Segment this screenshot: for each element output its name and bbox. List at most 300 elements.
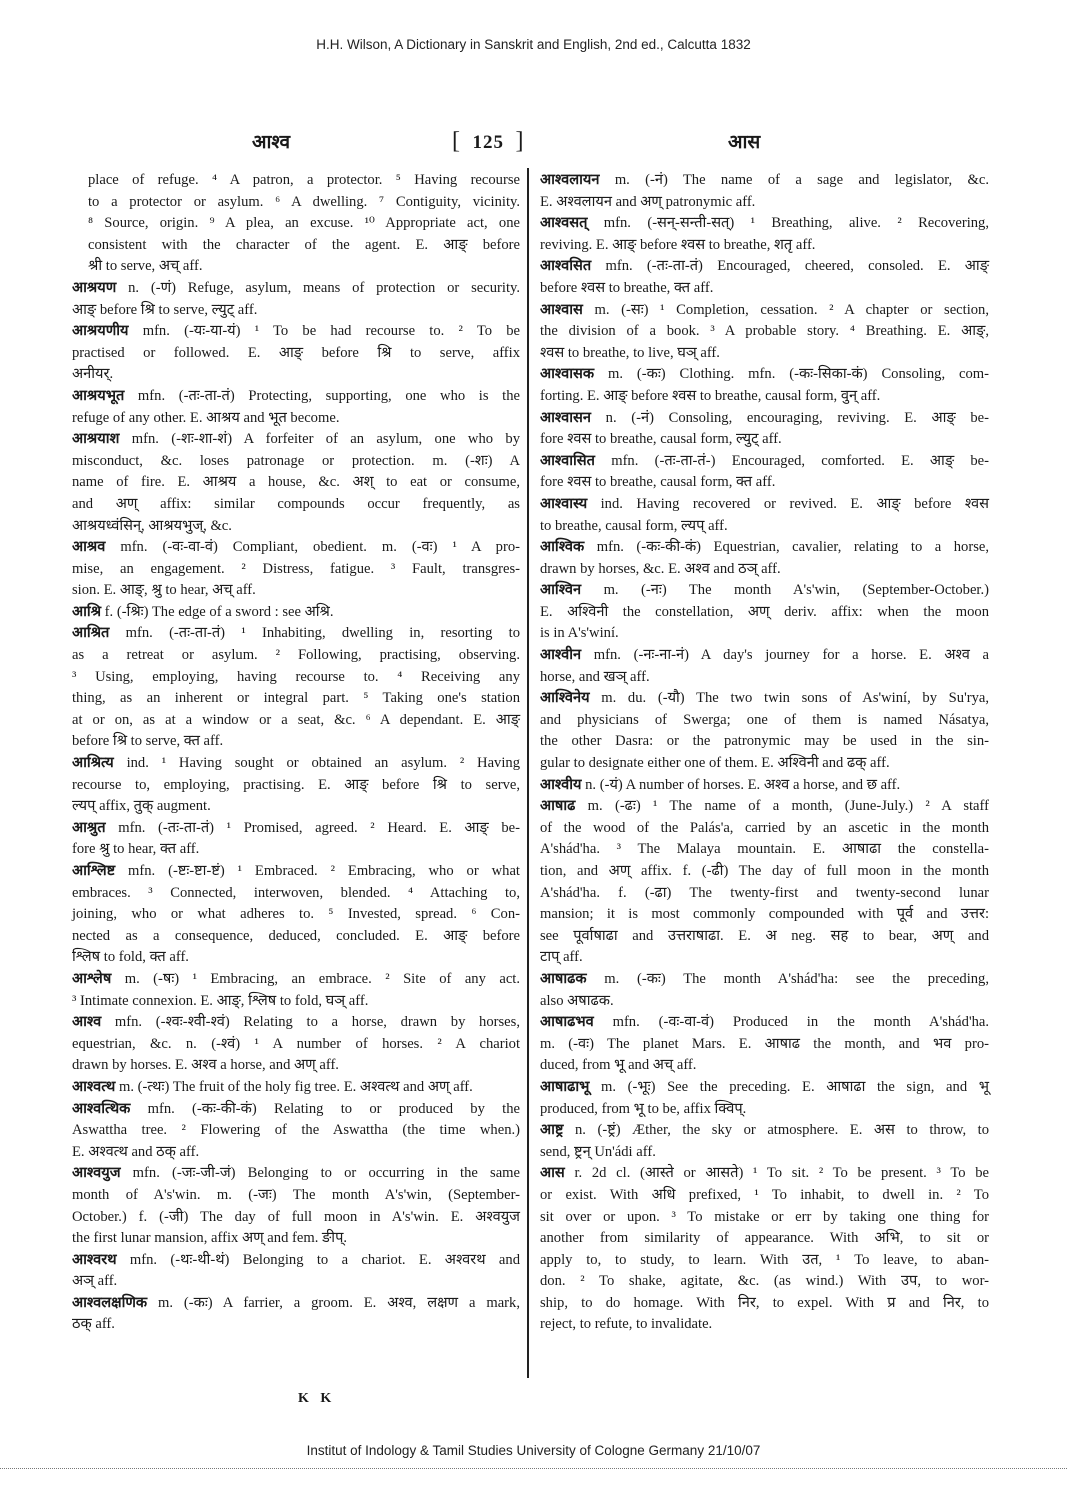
entry-line bbox=[72, 1142, 520, 1164]
entry-text: the first lunar mansion, affix अण् and fem. ङीप्. bbox=[72, 1230, 348, 1247]
entry-text: reviving. E. आङ् before श्वस to breathe, शतृ aff. bbox=[540, 236, 816, 253]
entry-first-line bbox=[72, 602, 520, 624]
entry-line bbox=[72, 1120, 520, 1142]
headword: आश्रयभूत bbox=[72, 387, 125, 404]
signature-mark: K K bbox=[298, 1391, 336, 1406]
entry-line bbox=[540, 343, 989, 365]
entry-text: ल्यप् affix, तुक् augment. bbox=[72, 798, 211, 815]
entry-text: name of fire. E. आश्रय a house, &c. अश् to eat or consume, bbox=[72, 474, 520, 491]
entry-text: forting. E. आङ् before श्वस to breathe, causal form, वुन् aff. bbox=[540, 387, 881, 404]
entry-text: टाप् aff. bbox=[540, 949, 583, 966]
entry-text: ship, to do homage. With निर, to expel. With प्र and निर, to bbox=[540, 1294, 989, 1311]
entry-line bbox=[540, 559, 989, 581]
entry-line bbox=[72, 1314, 520, 1336]
entry-text: the other Dasra: or the patronymic may be used in the sin- bbox=[540, 733, 989, 750]
headword: आश्वत्थ bbox=[72, 1078, 116, 1095]
entry-line bbox=[540, 818, 989, 840]
dictionary-entry bbox=[540, 300, 989, 365]
entry-first-line bbox=[72, 969, 520, 991]
column-divider bbox=[527, 168, 529, 1378]
headword: आष्ट्र bbox=[540, 1122, 564, 1139]
dictionary-entry bbox=[540, 796, 989, 969]
entry-text: horse, and खञ् aff. bbox=[540, 668, 650, 685]
entry-line bbox=[72, 796, 520, 818]
entry-first-line bbox=[540, 451, 989, 473]
entry-line bbox=[540, 839, 989, 861]
entry-text: as a retreat or asylum. ² Following, practising, observing. bbox=[72, 647, 520, 664]
entry-first-line bbox=[72, 623, 520, 645]
entry-first-line bbox=[540, 364, 989, 386]
footer-banner: Institut of Indology & Tamil Studies University of Cologne Germany 21/10/07 bbox=[306, 1443, 761, 1458]
dictionary-entry bbox=[540, 775, 989, 797]
entry-text: m. (-वः) The planet Mars. E. आषाढ the month, and भव pro- bbox=[540, 1035, 989, 1052]
dictionary-entry bbox=[540, 645, 989, 688]
entry-text: n. (-णं) Refuge, asylum, means of protection or security. bbox=[116, 279, 520, 296]
headword: आश्रयाश bbox=[72, 431, 120, 448]
entry-text: to breathe, causal form, ल्यप् aff. bbox=[540, 517, 728, 534]
headword: आषाढाभू bbox=[540, 1078, 590, 1095]
entry-first-line bbox=[72, 429, 520, 451]
entry-text: tion, and अण् affix. f. (-ढी) The day of full moon in the month bbox=[540, 863, 989, 879]
entry-line bbox=[72, 364, 520, 386]
entry-line bbox=[72, 408, 520, 430]
entry-line bbox=[72, 1034, 520, 1056]
entry-text: October.) f. (-जी) The day of full moon in A's'win. E. अश्वयुज bbox=[72, 1208, 520, 1225]
entry-line bbox=[72, 883, 520, 905]
entry-first-line bbox=[72, 753, 520, 775]
entry-line bbox=[72, 1185, 520, 1207]
entry-first-line bbox=[540, 1120, 989, 1142]
entry-first-line bbox=[540, 494, 989, 516]
headword: आश्वीन bbox=[540, 647, 582, 664]
entry-text: mfn. (-जः-जी-जं) Belonging to or occurring in the same bbox=[120, 1165, 520, 1182]
entry-line bbox=[540, 861, 989, 883]
entry-text: the division of a book. ³ A probable story. ⁴ Breathing. E. आङ्, bbox=[540, 323, 989, 340]
dictionary-entry bbox=[72, 602, 520, 624]
entry-text: mfn. (-सन्-सन्ती-सत्) ¹ Breathing, alive. ² Recovering, bbox=[587, 215, 989, 232]
dictionary-entry bbox=[540, 494, 989, 537]
entry-line bbox=[72, 580, 520, 602]
entry-text: mfn. (-तः-ता-तं) ¹ Promised, agreed. ² Heard. E. आङ् be- bbox=[105, 819, 520, 836]
entry-text: m. (-भूः) See the preceding. E. आषाढा the sign, and भू bbox=[589, 1078, 989, 1095]
entry-first-line bbox=[72, 537, 520, 559]
entry-first-line bbox=[540, 775, 989, 797]
entry-text: another from similarity of appearance. With अभि, to sit or bbox=[540, 1230, 989, 1247]
entry-text: mfn. (-श्वः-श्वी-श्वं) Relating to a horse, drawn by horses, bbox=[101, 1014, 520, 1031]
footer-rule bbox=[0, 1468, 1067, 1469]
entry-line bbox=[540, 991, 989, 1013]
entry-text: equestrian, &c. n. (-श्वं) ¹ A number of horses. ² A chariot bbox=[72, 1035, 520, 1052]
entry-text: thing, as an inherent or integral part. ⁵ Taking one's station bbox=[72, 690, 520, 707]
entry-text: mfn. (-नः-ना-नं) A day's journey for a horse. E. अश्व a bbox=[581, 647, 989, 664]
headword: आश्विक bbox=[540, 539, 585, 556]
dictionary-entry bbox=[540, 170, 989, 213]
entry-text: mfn. (-कः-की-कं) Relating to or produced by the bbox=[130, 1100, 520, 1117]
dictionary-entry bbox=[72, 537, 520, 602]
headword: आषाढ bbox=[540, 798, 576, 815]
entry-line bbox=[72, 775, 520, 797]
entry-text: ind. Having recovered or revived. E. आङ् before श्वस bbox=[587, 495, 989, 512]
dictionary-entry bbox=[72, 1099, 520, 1164]
dictionary-entry bbox=[72, 1293, 520, 1336]
entry-first-line bbox=[72, 386, 520, 408]
entry-text: nected as a consequence, deduced, concluded. E. आङ् before bbox=[72, 927, 520, 944]
entry-text: m. (-कः) A farrier, a groom. E. अश्व, लक्षण a mark, bbox=[147, 1294, 520, 1311]
entry-line bbox=[540, 386, 989, 408]
entry-text: mansion; it is most commonly compounded with पूर्व and उत्तर: bbox=[540, 906, 989, 923]
dictionary-entry bbox=[540, 1077, 989, 1120]
entry-line bbox=[72, 559, 520, 581]
entry-text: sion. E. आङ्, श्रु to hear, अच् aff. bbox=[72, 582, 256, 599]
entry-text: drawn by horses. E. अश्व a horse, and अण् aff. bbox=[72, 1057, 339, 1074]
entry-text: A'shád'ha. f. (-ढा) The twenty-first and twenty-second lunar bbox=[540, 884, 989, 901]
headword: आश्वसत् bbox=[540, 215, 588, 232]
headword: आश्रयण bbox=[72, 279, 117, 296]
headword: आश्वयुज bbox=[72, 1165, 121, 1182]
entry-text: embraces. ³ Connected, interwoven, blended. ⁴ Attaching to, bbox=[72, 884, 520, 901]
entry-text: n. (-नं) Consoling, encouraging, reviving. E. आङ् be- bbox=[590, 409, 989, 426]
dictionary-entry bbox=[72, 1250, 520, 1293]
entry-text: mise, an engagement. ² Distress, fatigue. ³ Fault, transgres- bbox=[72, 560, 520, 577]
entry-first-line bbox=[540, 796, 989, 818]
dictionary-entry bbox=[72, 861, 520, 969]
headword: आश्वसित bbox=[540, 258, 592, 275]
entry-line bbox=[540, 710, 989, 732]
headword: आश्वासन bbox=[540, 409, 591, 426]
entry-text: and अण् affix: similar compounds occur frequently, as bbox=[72, 495, 520, 512]
entry-line bbox=[88, 213, 520, 235]
entry-line bbox=[540, 1207, 989, 1229]
entry-line bbox=[540, 516, 989, 538]
entry-line bbox=[72, 667, 520, 689]
entry-text: A'shád'ha. ³ The Malaya mountain. E. आषाढा the constella- bbox=[540, 841, 989, 858]
headword: आश्व bbox=[72, 1014, 102, 1031]
dictionary-entry bbox=[72, 386, 520, 429]
headword: आषाढक bbox=[540, 970, 587, 987]
dictionary-entry bbox=[540, 688, 989, 774]
entry-first-line bbox=[540, 256, 989, 278]
entry-text: place of refuge. ⁴ A patron, a protector. ⁵ Having recourse bbox=[88, 172, 520, 188]
entry-first-line bbox=[72, 321, 520, 343]
dictionary-entry bbox=[540, 213, 989, 256]
source-banner: H.H. Wilson, A Dictionary in Sanskrit and English, 2nd ed., Calcutta 1832 bbox=[316, 37, 751, 52]
entry-text: ind. ¹ Having sought or obtained an asylum. ² Having bbox=[113, 755, 520, 772]
entry-line bbox=[88, 256, 520, 278]
dictionary-entry bbox=[540, 537, 989, 580]
headword: आषाढभव bbox=[540, 1014, 594, 1031]
entry-text: श्वस to breathe, to live, घञ् aff. bbox=[540, 344, 720, 361]
entry-text: duced, from भू and अच् aff. bbox=[540, 1057, 697, 1074]
entry-line bbox=[540, 1034, 989, 1056]
entry-text: m. (-त्थः) The fruit of the holy fig tree. E. अश्वत्थ and अण् aff. bbox=[115, 1078, 473, 1095]
entry-text: m. (-कः) The month A'shád'ha: see the preceding, bbox=[586, 970, 989, 987]
entry-first-line bbox=[72, 1293, 520, 1315]
entry-line bbox=[540, 1142, 989, 1164]
entry-text: m. (-ढः) ¹ The name of a month, (June-July.) ² A staff bbox=[575, 798, 989, 815]
entry-text: ⁸ Source, origin. ⁹ A plea, an excuse. ¹⁰ Appropriate act, one bbox=[88, 215, 520, 232]
entry-line bbox=[72, 839, 520, 861]
entry-text: month of A's'win. m. (-जः) The month A's'win, (September- bbox=[72, 1186, 520, 1203]
dictionary-entry bbox=[72, 1077, 520, 1099]
entry-line bbox=[540, 883, 989, 905]
entry-line bbox=[72, 1271, 520, 1293]
entry-text: ³ Using, employing, having recourse to. ⁴ Receiving any bbox=[72, 668, 520, 685]
entry-text: mfn. (-तः-ता-तं) Protecting, supporting, one who is the bbox=[124, 387, 520, 404]
dictionary-entry bbox=[540, 451, 989, 494]
entry-text: don. ² To shake, agitate, &c. (as wind.) With उप, to wor- bbox=[540, 1273, 989, 1290]
entry-text: joining, who or what adheres to. ⁵ Invested, spread. ⁶ Con- bbox=[72, 906, 520, 923]
entry-text: refuge of any other. E. आश्रय and भूत become. bbox=[72, 409, 340, 426]
page-number-value: 125 bbox=[472, 132, 504, 153]
entry-text: mfn. (-वः-वा-वं) Produced in the month A'shád'ha. bbox=[593, 1014, 989, 1031]
entry-first-line bbox=[72, 1077, 520, 1099]
entry-first-line bbox=[72, 1163, 520, 1185]
entry-first-line bbox=[540, 1163, 989, 1185]
headword: आश्वासक bbox=[540, 366, 595, 383]
headword: आश्वास्य bbox=[540, 495, 588, 512]
headword: आश्रव bbox=[72, 539, 106, 556]
headword: आश्वलक्षणिक bbox=[72, 1294, 148, 1311]
entry-line bbox=[72, 1055, 520, 1077]
headword: आश्रयणीय bbox=[72, 323, 129, 340]
entry-text: m. (-सः) ¹ Completion, cessation. ² A chapter or section, bbox=[582, 301, 989, 318]
headword: आश्लिष्ट bbox=[72, 863, 116, 879]
entry-line bbox=[540, 731, 989, 753]
entry-text: to a protector or asylum. ⁶ A dwelling. ⁷ Contiguity, vicinity. bbox=[88, 193, 520, 210]
entry-first-line bbox=[540, 1077, 989, 1099]
entry-first-line bbox=[72, 278, 520, 300]
entry-line bbox=[72, 904, 520, 926]
headword: आश्वरथ bbox=[72, 1251, 117, 1268]
entry-text: produced, from भू to be, affix क्विप्. bbox=[540, 1100, 747, 1117]
entry-text: misconduct, &c. loses patronage or protection. m. (-शः) A bbox=[72, 452, 520, 469]
headword: आश्लेष bbox=[72, 970, 112, 987]
entry-line bbox=[540, 1099, 989, 1121]
entry-text: send, ष्ट्रन् Un'ádi aff. bbox=[540, 1143, 656, 1160]
entry-line bbox=[540, 192, 989, 214]
entry-text: m. du. (-यौ) The two twin sons of As'winí, by Su'rya, bbox=[589, 690, 989, 707]
entry-line bbox=[88, 192, 520, 214]
entry-text: mfn. (-तः-ता-तं) ¹ Inhabiting, dwelling in, resorting to bbox=[109, 625, 520, 642]
headword: आश्रि bbox=[72, 603, 102, 620]
entry-line bbox=[540, 1293, 989, 1315]
entry-first-line bbox=[540, 1012, 989, 1034]
entry-text: mfn. (-यः-या-यं) ¹ To be had recourse to. ² To be bbox=[128, 323, 520, 340]
entry-line bbox=[540, 278, 989, 300]
running-head-right: आस bbox=[728, 132, 761, 153]
entry-text: or exist. With अधि prefixed, ¹ To inhabit, to dwell in. ² To bbox=[540, 1186, 989, 1203]
entry-text: of the wood of the Palás'a, carried by an ascetic in the month bbox=[540, 819, 989, 836]
entry-line bbox=[540, 472, 989, 494]
entry-text: gular to designate either one of them. E. अश्विनी and ढक् aff. bbox=[540, 755, 890, 772]
entry-first-line bbox=[72, 1250, 520, 1272]
entry-text: mfn. (-तः-ता-तं-) Encouraged, comforted. E. आङ् be- bbox=[594, 452, 989, 469]
dictionary-entry bbox=[540, 580, 989, 645]
headword: आश्रित bbox=[72, 625, 110, 642]
entry-text: Aswattha tree. ² Flowering of the Aswattha (the time when.) bbox=[72, 1122, 520, 1139]
entry-text: श्री to serve, अच् aff. bbox=[88, 258, 203, 275]
dictionary-entry bbox=[72, 170, 520, 278]
entry-line bbox=[72, 472, 520, 494]
page-number bbox=[452, 128, 525, 155]
entry-first-line bbox=[72, 861, 520, 883]
entry-text: r. 2d cl. (आस्ते or आसते) ¹ To sit. ² To be present. ³ To be bbox=[564, 1165, 989, 1182]
entry-line bbox=[540, 926, 989, 948]
headword: आश्विनेय bbox=[540, 690, 590, 707]
entry-line bbox=[540, 1250, 989, 1272]
entry-line bbox=[540, 235, 989, 257]
entry-first-line bbox=[540, 408, 989, 430]
entry-text: drawn by horses, &c. E. अश्व and ठञ् aff. bbox=[540, 560, 781, 577]
entry-text: n. (-यं) A number of horses. E. अश्व a horse, and छ aff. bbox=[581, 776, 901, 793]
entry-text: is in A's'winí. bbox=[540, 625, 619, 642]
entry-first-line bbox=[72, 1012, 520, 1034]
entry-line bbox=[540, 1314, 989, 1336]
dictionary-entry bbox=[72, 429, 520, 537]
dictionary-entry bbox=[72, 321, 520, 386]
entry-text: n. (-ष्ट्रं) Æther, the sky or atmosphere. E. अस to throw, to bbox=[563, 1122, 989, 1139]
entry-line bbox=[72, 947, 520, 969]
entry-text: fore श्रु to hear, क्त aff. bbox=[72, 841, 200, 858]
entry-line bbox=[72, 688, 520, 710]
headword: आश्रित्य bbox=[72, 755, 114, 772]
entry-text: mfn. (-ष्टः-ष्टा-ष्टं) ¹ Embraced. ² Embracing, who or what bbox=[115, 863, 520, 879]
entry-text: practised or followed. E. आङ् before श्रि to serve, affix bbox=[72, 344, 520, 361]
left-column bbox=[72, 170, 520, 1336]
dictionary-entry bbox=[72, 278, 520, 321]
entry-first-line bbox=[540, 300, 989, 322]
entry-text: mfn. (-तः-ता-तं) Encouraged, cheered, consoled. E. आङ् bbox=[591, 258, 989, 275]
entry-text: अञ् aff. bbox=[72, 1273, 118, 1290]
entry-line bbox=[540, 623, 989, 645]
dictionary-entry bbox=[540, 1120, 989, 1163]
entry-first-line bbox=[540, 580, 989, 602]
page-bracket-close: ] bbox=[515, 128, 525, 154]
entry-line bbox=[72, 343, 520, 365]
entry-first-line bbox=[72, 1099, 520, 1121]
headword: आश्वास bbox=[540, 301, 583, 318]
dictionary-entry bbox=[540, 364, 989, 407]
entry-line bbox=[72, 710, 520, 732]
entry-line bbox=[540, 602, 989, 624]
entry-text: see पूर्वाषाढा and उत्तराषाढा. E. अ neg. सह to bear, अण् and bbox=[540, 927, 989, 944]
entry-text: mfn. (-थः-थी-थं) Belonging to a chariot. E. अश्वरथ and bbox=[116, 1251, 520, 1268]
entry-first-line bbox=[540, 969, 989, 991]
entry-line bbox=[540, 753, 989, 775]
entry-line bbox=[72, 645, 520, 667]
dictionary-entry bbox=[540, 1012, 989, 1077]
dictionary-entry bbox=[72, 818, 520, 861]
entry-first-line bbox=[540, 213, 989, 235]
entry-line bbox=[540, 904, 989, 926]
entry-text: before श्वस to breathe, क्त aff. bbox=[540, 279, 714, 296]
entry-text: m. (-नं) The name of a sage and legislator, &c. bbox=[599, 172, 989, 188]
headword: आश्वत्थिक bbox=[72, 1100, 131, 1117]
entry-text: recourse to, employing, practising. E. आङ् before श्रि to serve, bbox=[72, 776, 520, 793]
dictionary-entry bbox=[72, 1163, 520, 1249]
entry-line bbox=[72, 516, 520, 538]
dictionary-entry bbox=[72, 753, 520, 818]
entry-line bbox=[72, 300, 520, 322]
headword: आश्वासित bbox=[540, 452, 595, 469]
entry-text: f. (-श्रिः) The edge of a sword : see अश्रि. bbox=[101, 603, 334, 620]
entry-text: fore श्वस to breathe, causal form, ल्युट् aff. bbox=[540, 431, 782, 448]
headword: आश्विन bbox=[540, 582, 582, 599]
entry-text: at or on, as at a window or a seat, &c. ⁶ A dependant. E. आङ् bbox=[72, 711, 520, 728]
entry-text: sit over or upon. ³ To mistake or err by taking one thing for bbox=[540, 1208, 989, 1225]
entry-text: also अषाढक. bbox=[540, 992, 614, 1009]
entry-line bbox=[88, 170, 520, 192]
entry-text: m. (-कः) Clothing. mfn. (-कः-सिका-कं) Consoling, com- bbox=[594, 366, 989, 383]
entry-line bbox=[72, 731, 520, 753]
running-head-left: आश्व bbox=[252, 132, 291, 153]
entry-text: apply to, to study, to learn. With उत, ¹ To leave, to aban- bbox=[540, 1251, 989, 1268]
dictionary-entry bbox=[540, 1163, 989, 1336]
entry-text: mfn. (-शः-शा-शं) A forfeiter of an asylum, one who by bbox=[119, 431, 520, 448]
dictionary-entry bbox=[540, 256, 989, 299]
right-column bbox=[540, 170, 989, 1336]
entry-text: reject, to refute, to invalidate. bbox=[540, 1316, 713, 1333]
entry-text: आश्रयध्वंसिन्, आश्रयभुज्, &c. bbox=[72, 517, 232, 534]
entry-text: E. अश्वत्थ and ठक् aff. bbox=[72, 1143, 200, 1160]
entry-first-line bbox=[540, 645, 989, 667]
entry-line bbox=[72, 451, 520, 473]
entry-first-line bbox=[72, 818, 520, 840]
entry-text: ठक् aff. bbox=[72, 1316, 115, 1333]
entry-line bbox=[540, 429, 989, 451]
entry-text: consistent with the character of the agent. E. आङ् before bbox=[88, 236, 520, 253]
entry-line bbox=[72, 926, 520, 948]
dictionary-entry bbox=[72, 969, 520, 1012]
headword: आश्वलायन bbox=[540, 172, 600, 188]
dictionary-entry bbox=[72, 1012, 520, 1077]
entry-line bbox=[540, 1185, 989, 1207]
entry-text: आङ् before श्रि to serve, ल्युट् aff. bbox=[72, 301, 258, 318]
entry-text: mfn. (-वः-वा-वं) Compliant, obedient. m. (-वः) ¹ A pro- bbox=[105, 539, 520, 556]
entry-text: mfn. (-कः-की-कं) Equestrian, cavalier, relating to a horse, bbox=[584, 539, 989, 556]
dictionary-entry bbox=[540, 969, 989, 1012]
entry-line bbox=[540, 321, 989, 343]
entry-text: E. अश्वलायन and अण् patronymic aff. bbox=[540, 193, 756, 210]
entry-line bbox=[540, 1055, 989, 1077]
entry-text: m. (-नः) The month A's'win, (September-October.) bbox=[581, 582, 989, 599]
entry-line bbox=[540, 667, 989, 689]
headword: आश्वीय bbox=[540, 776, 582, 793]
entry-text: E. अश्विनी the constellation, अण् deriv. affix: when the moon bbox=[540, 603, 989, 620]
entry-line bbox=[540, 947, 989, 969]
entry-text: ³ Intimate connexion. E. आङ्, श्लिष to fold, घञ् aff. bbox=[72, 992, 369, 1009]
entry-line bbox=[540, 1228, 989, 1250]
entry-line bbox=[72, 991, 520, 1013]
entry-line bbox=[72, 1207, 520, 1229]
entry-text: before श्रि to serve, क्त aff. bbox=[72, 733, 224, 750]
dictionary-entry bbox=[72, 623, 520, 753]
entry-text: fore श्वस to breathe, causal form, क्त aff. bbox=[540, 474, 776, 491]
headword: आश्रुत bbox=[72, 819, 106, 836]
entry-line bbox=[540, 1271, 989, 1293]
entry-text: m. (-षः) ¹ Embracing, an embrace. ² Site of any act. bbox=[111, 970, 520, 987]
entry-first-line bbox=[540, 537, 989, 559]
entry-text: and physicians of Swerga; one of them is named Násatya, bbox=[540, 711, 989, 728]
entry-text: श्लिष to fold, क्त aff. bbox=[72, 949, 189, 966]
headword: आस bbox=[540, 1165, 565, 1182]
entry-first-line bbox=[540, 170, 989, 192]
entry-line bbox=[88, 235, 520, 257]
dictionary-entry bbox=[540, 408, 989, 451]
page-bracket-open: [ bbox=[452, 128, 461, 154]
entry-line bbox=[72, 1228, 520, 1250]
entry-line bbox=[72, 494, 520, 516]
